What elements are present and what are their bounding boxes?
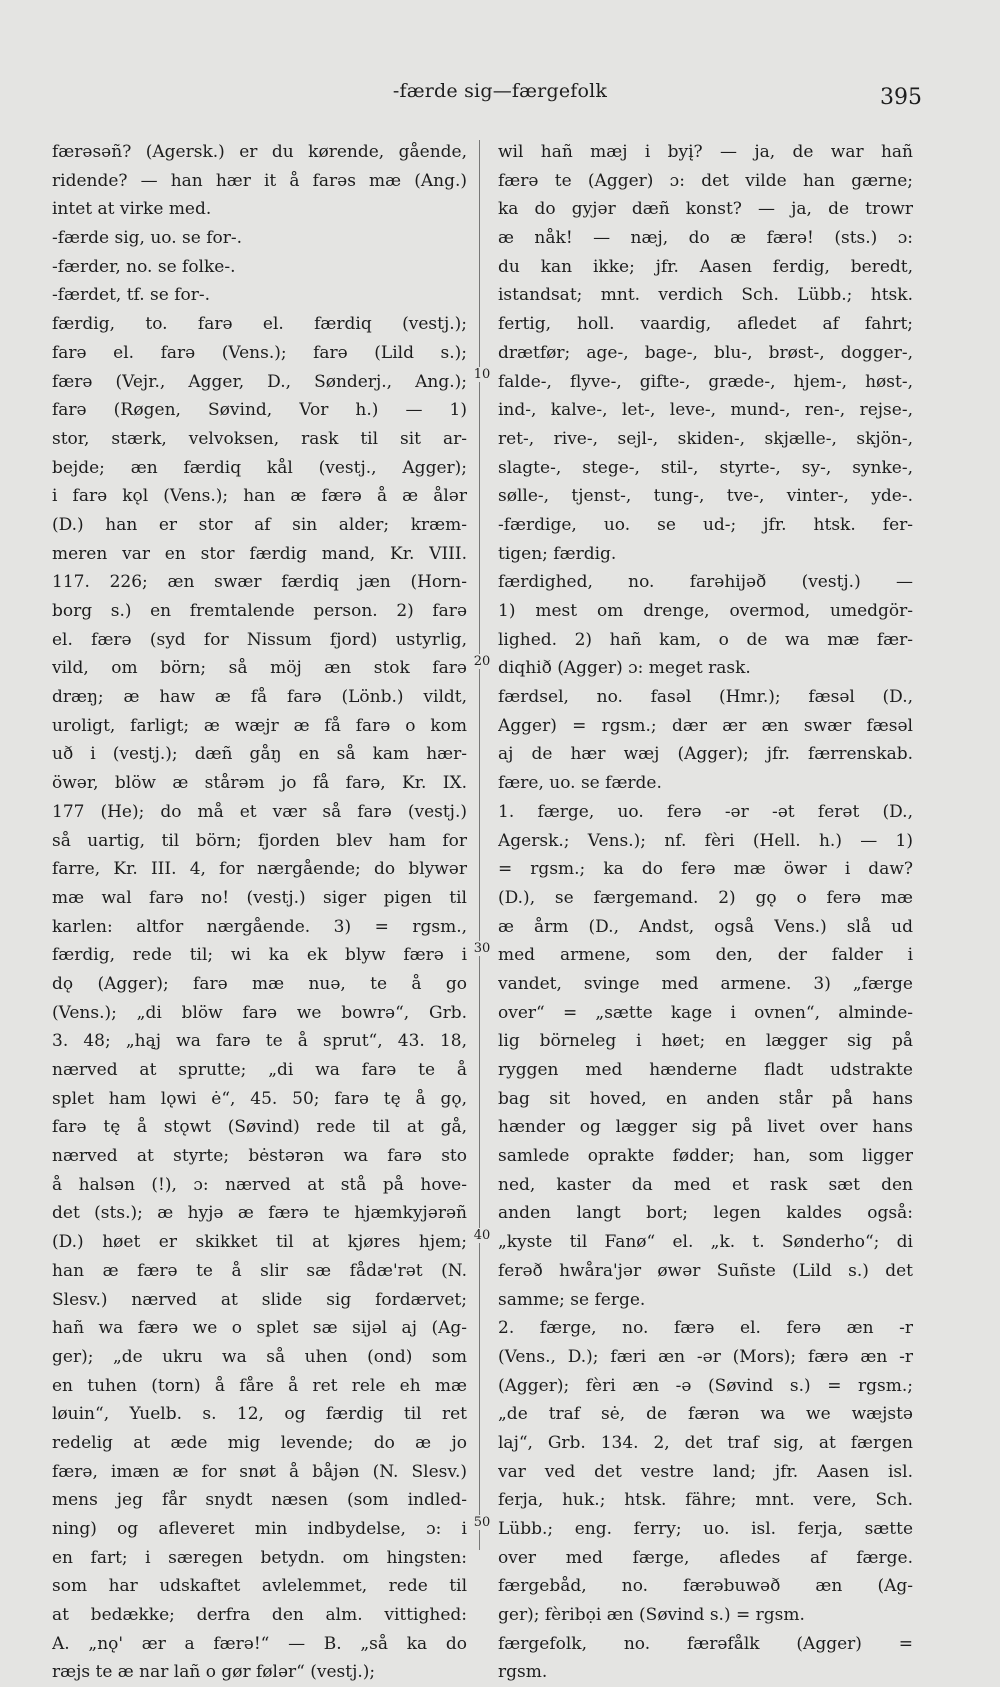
text-line: over“ = „sætte kage i ovnen“, alminde- (498, 1002, 913, 1023)
line-number: 40 (469, 1228, 495, 1243)
text-line: = rgsm.; ka do ferə mæ öwər i daw? (498, 859, 913, 880)
text-line: „kyste til Fanø“ el. „k. t. Sønderho“; di (498, 1232, 913, 1253)
text-line: Agger) = rgsm.; dær ær æn swær fæsəl (498, 715, 913, 736)
text-line: samme; se ferge. (498, 1289, 646, 1310)
text-line: i farə kǫl (Vens.); han æ færə å æ ålər (52, 486, 467, 507)
text-line: uð i (vestj.); dæñ gåŋ en så kam hær- (52, 744, 467, 765)
text-line: æ årm (D., Andst, også Vens.) slå ud (498, 916, 913, 937)
text-line: fertig, holl. vaardig, afledet af fahrt; (498, 314, 913, 335)
text-line: ferja, huk.; htsk. fähre; mnt. vere, Sch. (498, 1490, 913, 1511)
text-line: drætfør; age-, bage-, blu-, brøst-, dogger-, (498, 342, 913, 363)
text-line: Agersk.; Vens.); nf. fèri (Hell. h.) — 1) (498, 830, 913, 851)
text-line: færə (Vejr., Agger, D., Sønderj., Ang.); (52, 371, 467, 392)
text-line: dǫ (Agger); farə mæ nuə, te å go (52, 973, 467, 994)
text-line: 3. 48; „hąj wa farə te å sprut“, 43. 18, (52, 1031, 467, 1052)
text-line: (Vens., D.); færi æn -ər (Mors); færə æn -r (498, 1346, 913, 1367)
text-line: en tuhen (torn) å fåre å ret rele eh mæ (52, 1375, 467, 1396)
text-line: færdig, to. farə el. færdiq (vestj.); (52, 314, 467, 335)
text-line: ridende? — han hær it å farəs mæ (Ang.) (52, 170, 467, 191)
text-line: ning) og afleveret min indbydelse, ɔ: i (52, 1519, 467, 1539)
text-line: over med færge, afledes af færge. (498, 1547, 913, 1568)
text-line: løuin“, Yuelb. s. 12, og færdig til ret (52, 1404, 467, 1425)
text-line: farə tę å stǫwt (Søvind) rede til at gå, (52, 1117, 467, 1138)
text-line: slagte-, stege-, stil-, styrte-, sy-, synke-, (498, 457, 913, 478)
text-line: var ved det vestre land; jfr. Aasen isl. (498, 1461, 913, 1482)
text-line: -færdige, uo. se ud-; jfr. htsk. fer- (498, 514, 913, 535)
text-line: lig börneleg i høet; en lægger sig på (498, 1031, 913, 1052)
text-line: færə te (Agger) ɔ: det vilde han gærne; (498, 170, 913, 191)
text-line: at bedække; derfra den alm. vittighed: (52, 1605, 467, 1626)
text-line: 117. 226; æn swær færdiq jæn (Horn- (52, 572, 467, 593)
text-line: rgsm. (498, 1662, 548, 1683)
text-line: 177 (He); do må et vær så farə (vestj.) (52, 801, 467, 822)
text-line: dræŋ; æ haw æ få farə (Lönb.) vildt, (52, 687, 467, 708)
text-line: wil hañ mæj i byį? — ja, de war hañ (498, 142, 913, 162)
text-line: han æ færə te å slir sæ fådæ'rət (N. (52, 1260, 467, 1281)
text-line: ræjs te æ nar lañ o gør følər“ (vestj.); (52, 1662, 376, 1683)
text-line: (Vens.); „di blöw farə we bowrə“, Grb. (52, 1002, 467, 1023)
text-line: el. færə (syd for Nissum fjord) ustyrlig, (52, 629, 467, 650)
line-number: 50 (469, 1515, 495, 1530)
text-line: aj de hær wæj (Agger); jfr. færrenskab. (498, 744, 913, 765)
text-line: æ nåk! — næj, do æ færə! (sts.) ɔ: (498, 228, 913, 249)
text-line: bejde; æn færdiq kål (vestj., Agger); (52, 457, 467, 478)
text-line: ind-, kalve-, let-, leve-, mund-, ren-, rejse-, (498, 400, 913, 421)
text-line: öwər, blöw æ stårəm jo få farə, Kr. IX. (52, 773, 467, 794)
page-number: 395 (880, 85, 922, 110)
text-line: bag sit hoved, en anden står på hans (498, 1088, 913, 1109)
text-line: som har udskaftet avlelemmet, rede til (52, 1576, 467, 1597)
line-number: 10 (469, 367, 495, 382)
text-line: ka do gyjər dæñ konst? — ja, de trowr (498, 199, 913, 220)
text-line: sølle-, tjenst-, tung-, tve-, vinter-, yde-. (498, 486, 913, 507)
text-line: farre, Kr. III. 4, for nærgående; do blywər (52, 859, 467, 880)
text-line: „de traf sė, de færən wa we wæjstə (498, 1404, 913, 1425)
text-line: tigen; færdig. (498, 543, 617, 564)
text-line: med armene, som den, der falder i (498, 945, 913, 966)
text-line: færgebåd, no. færəbuwəð æn (Ag- (498, 1576, 913, 1597)
text-line: hænder og lægger sig på livet over hans (498, 1117, 913, 1138)
text-line: (D.) han er stor af sin alder; kræm- (52, 514, 467, 535)
text-line: hañ wa færə we o splet sæ sijəl aj (Ag- (52, 1318, 467, 1339)
running-title: -færde sig—færgefolk (392, 80, 608, 102)
text-line: (D.) høet er skikket til at kjøres hjem; (52, 1232, 467, 1253)
text-line: -færder, no. se folke-. (52, 256, 236, 277)
line-number: 30 (469, 941, 495, 956)
text-line: vild, om börn; så möj æn stok farə (52, 658, 467, 679)
column-divider (479, 140, 480, 1550)
text-line: meren var en stor færdig mand, Kr. VIII. (52, 543, 467, 564)
text-line: samlede oprakte fødder; han, som ligger (498, 1146, 913, 1167)
text-line: intet at virke med. (52, 199, 212, 220)
text-line: uroligt, farligt; æ wæjr æ få farə o kom (52, 715, 467, 736)
text-line: å halsən (!), ɔ: nærved at stå på hove- (52, 1174, 467, 1195)
text-line: vandet, svinge med armene. 3) „færge (498, 973, 913, 994)
text-line: 1) mest om drenge, overmod, umedgör- (498, 601, 913, 621)
text-line: diqhið (Agger) ɔ: meget rask. (498, 658, 751, 679)
text-line: nærved at sprutte; „di wa farə te å (52, 1060, 467, 1080)
text-line: redelig at æde mig levende; do æ jo (52, 1432, 467, 1453)
text-line: fære, uo. se færde. (498, 773, 662, 794)
text-line: farə el. farə (Vens.); farə (Lild s.); (52, 342, 467, 363)
text-line: du kan ikke; jfr. Aasen ferdig, beredt, (498, 256, 913, 277)
left-column (52, 138, 467, 1687)
text-line: færdighed, no. farəhijəð (vestj.) — (498, 572, 913, 593)
text-line: færdsel, no. fasəl (Hmr.); fæsəl (D., (498, 687, 913, 708)
text-line: laj“, Grb. 134. 2, det traf sig, at færgen (498, 1432, 913, 1453)
text-line: ferəð hwåra'jər øwər Suñste (Lild s.) det (498, 1260, 913, 1281)
text-line: ret-, rive-, sejl-, skiden-, skjælle-, skjön-, (498, 428, 913, 449)
text-line: så uartig, til börn; fjorden blev ham for (52, 830, 467, 851)
text-line: det (sts.); æ hyjə æ færə te hjæmkyjərəñ (52, 1203, 467, 1224)
text-line: ger); fèribọi æn (Søvind s.) = rgsm. (498, 1605, 805, 1626)
text-line: Lübb.; eng. ferry; uo. isl. ferja, sætte (498, 1519, 913, 1539)
text-line: mens jeg får snydt næsen (som indled- (52, 1490, 467, 1511)
text-line: færdig, rede til; wi ka ek blyw færə i (52, 945, 467, 966)
right-column (498, 138, 913, 1687)
text-line: nærved at styrte; bėstərən wa farə sto (52, 1146, 467, 1167)
text-line: (Agger); fèri æn -ə (Søvind s.) = rgsm.; (498, 1375, 913, 1396)
text-line: falde-, flyve-, gifte-, græde-, hjem-, høst-, (498, 371, 913, 392)
text-line: ned, kaster da med et rask sæt den (498, 1174, 913, 1195)
text-line: -færdet, tf. se for-. (52, 285, 211, 306)
text-line: (D.), se færgemand. 2) gǫ o ferə mæ (498, 887, 913, 908)
text-line: færəsəñ? (Agersk.) er du kørende, gående, (52, 142, 467, 162)
text-line: anden langt bort; legen kaldes også: (498, 1203, 913, 1224)
text-line: 1. færge, uo. ferə -ər -ət ferət (D., (498, 801, 913, 822)
text-line: 2. færge, no. færə el. ferə æn -r (498, 1318, 913, 1339)
text-line: færə, imæn æ for snøt å båjən (N. Slesv.) (52, 1461, 467, 1482)
text-line: stor, stærk, velvoksen, rask til sit ar- (52, 428, 467, 449)
line-number: 20 (469, 654, 495, 669)
text-line: ryggen med hænderne fladt udstrakte (498, 1060, 913, 1080)
text-line: istandsat; mnt. verdich Sch. Lübb.; htsk. (498, 285, 913, 306)
text-line: ger); „de ukru wa så uhen (ond) som (52, 1346, 467, 1367)
text-line: borg s.) en fremtalende person. 2) farə (52, 601, 467, 621)
text-line: lighed. 2) hañ kam, o de wa mæ fær- (498, 629, 913, 650)
text-line: en fart; i særegen betydn. om hingsten: (52, 1547, 467, 1568)
text-line: farə (Røgen, Søvind, Vor h.) — 1) (52, 400, 467, 421)
text-line: karlen: altfor nærgående. 3) = rgsm., (52, 916, 467, 937)
text-line: A. „nǫ' ær a færə!“ — B. „så ka do (52, 1633, 467, 1654)
text-line: splet ham lǫwi ė“, 45. 50; farə tę å gǫ, (52, 1088, 467, 1109)
text-line: Slesv.) nærved at slide sig fordærvet; (52, 1289, 467, 1310)
text-line: mæ wal farə no! (vestj.) siger pigen til (52, 887, 467, 908)
text-line: -færde sig, uo. se for-. (52, 228, 243, 249)
text-line: færgefolk, no. færəfålk (Agger) = (498, 1633, 913, 1654)
